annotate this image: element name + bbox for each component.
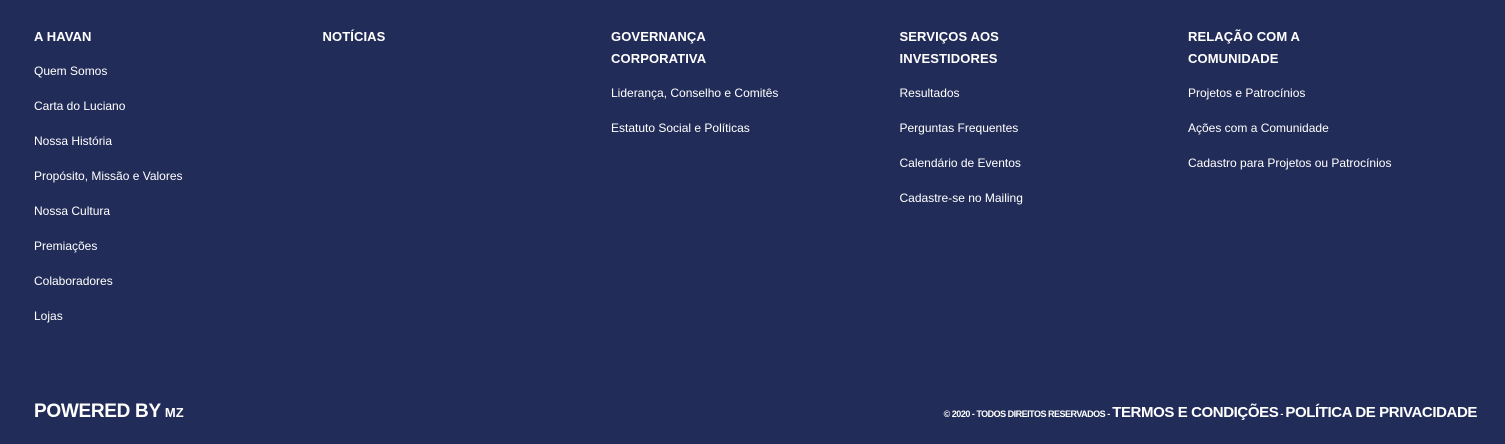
footer-link[interactable]: Resultados bbox=[899, 86, 960, 100]
separator: - bbox=[1280, 408, 1284, 419]
footer-col-comunidade bbox=[1188, 26, 1477, 344]
link-list bbox=[900, 86, 1189, 206]
link-list bbox=[611, 86, 900, 136]
footer-link[interactable]: Nossa História bbox=[34, 134, 113, 148]
footer-col-investidores bbox=[900, 26, 1189, 344]
separator: - bbox=[1107, 408, 1111, 419]
footer-link[interactable]: Lojas bbox=[34, 309, 63, 323]
footer-link[interactable]: Projetos e Patrocínios bbox=[1188, 86, 1306, 100]
mz-logo: MZ bbox=[164, 405, 184, 420]
footer-link[interactable]: Cadastro para Projetos ou Patrocínios bbox=[1188, 156, 1392, 170]
footer-columns bbox=[34, 26, 1474, 344]
footer-link[interactable]: Cadastre-se no Mailing bbox=[899, 191, 1023, 205]
footer-col-governanca bbox=[611, 26, 900, 344]
footer-link[interactable]: Liderança, Conselho e Comitês bbox=[611, 86, 779, 100]
footer-link[interactable]: Propósito, Missão e Valores bbox=[34, 169, 183, 183]
col-heading[interactable]: GOVERNANÇA CORPORATIVA bbox=[611, 29, 707, 66]
footer-link[interactable]: Nossa Cultura bbox=[34, 204, 111, 218]
footer-link[interactable]: Ações com a Comunidade bbox=[1188, 121, 1329, 135]
footer-link[interactable]: Colaboradores bbox=[34, 274, 113, 288]
footer-link[interactable]: Estatuto Social e Políticas bbox=[611, 121, 750, 135]
col-heading[interactable]: SERVIÇOS AOS INVESTIDORES bbox=[899, 29, 999, 66]
copyright-text: © 2020 - TODOS DIREITOS RESERVADOS bbox=[943, 408, 1106, 419]
col-heading[interactable]: A HAVAN bbox=[34, 29, 92, 44]
col-heading[interactable]: NOTÍCIAS bbox=[322, 29, 386, 44]
terms-link[interactable]: TERMOS E CONDIÇÕES bbox=[1112, 403, 1279, 421]
footer-link[interactable]: Premiações bbox=[34, 239, 98, 253]
footer-link[interactable]: Calendário de Eventos bbox=[899, 156, 1021, 170]
footer-col-a-havan bbox=[34, 26, 323, 344]
bottom-bar bbox=[34, 398, 1477, 426]
footer-link[interactable]: Perguntas Frequentes bbox=[899, 121, 1019, 135]
powered-by-label: POWERED BY bbox=[34, 401, 161, 422]
footer-link[interactable]: Quem Somos bbox=[34, 64, 108, 78]
link-list bbox=[34, 64, 323, 324]
col-heading[interactable]: RELAÇÃO COM A COMUNIDADE bbox=[1188, 29, 1300, 66]
powered-by-mz[interactable] bbox=[34, 401, 184, 423]
link-list bbox=[1188, 86, 1477, 171]
legal-links bbox=[944, 404, 1477, 421]
footer-link[interactable]: Carta do Luciano bbox=[34, 99, 126, 113]
footer-col-noticias bbox=[323, 26, 612, 344]
privacy-link[interactable]: POLÍTICA DE PRIVACIDADE bbox=[1285, 403, 1477, 421]
